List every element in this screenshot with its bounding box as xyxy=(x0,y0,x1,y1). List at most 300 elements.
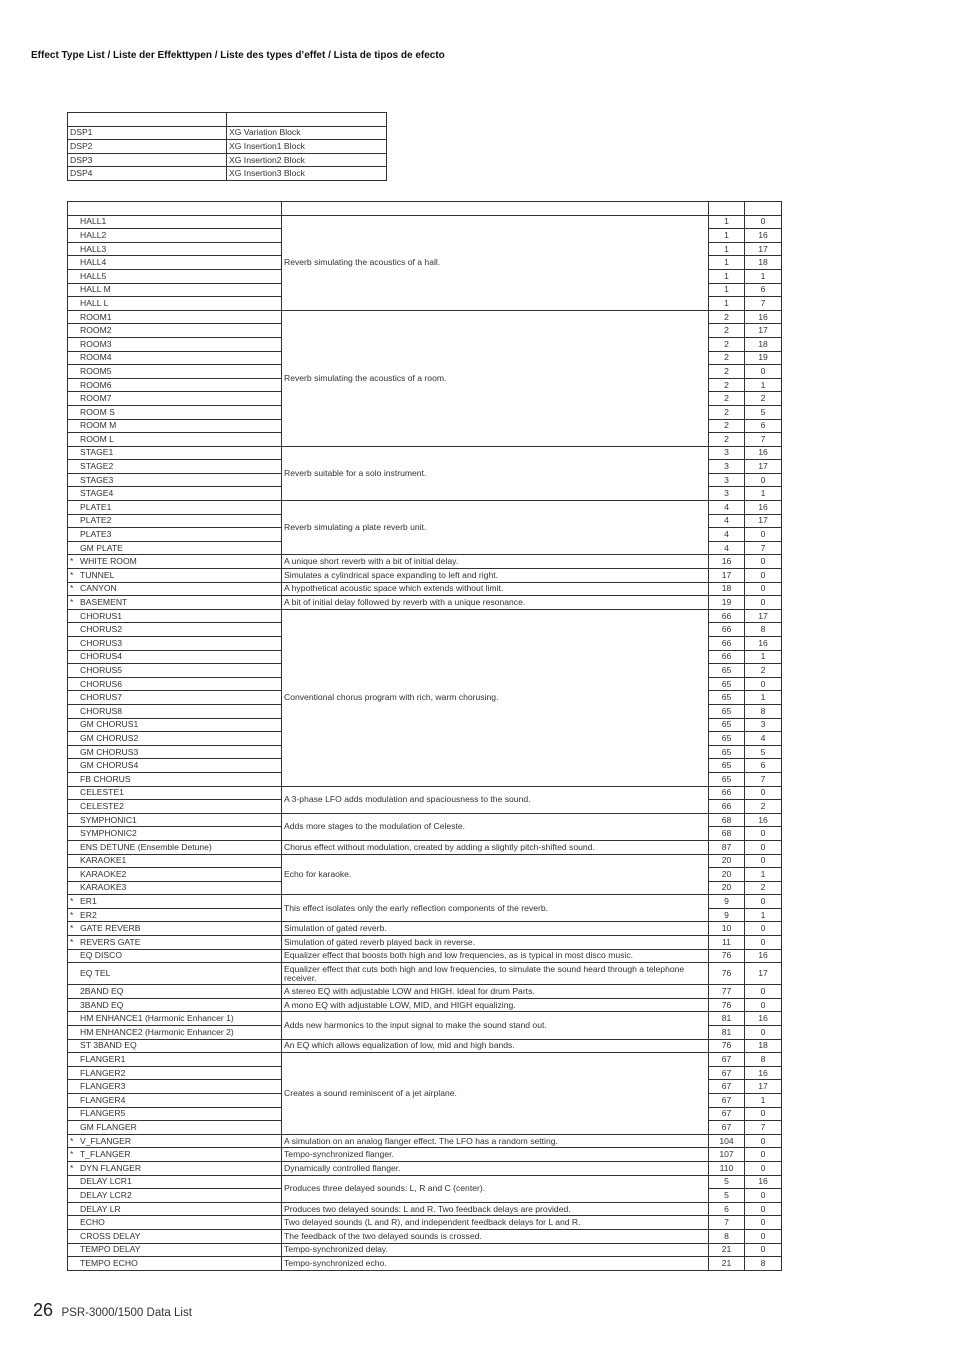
block-cell: XG Insertion3 Block xyxy=(227,167,387,181)
effect-description-cell: Reverb simulating a plate reverb unit. xyxy=(282,501,709,555)
effect-name: ROOM5 xyxy=(80,365,112,376)
effect-name: ENS DETUNE (Ensemble Detune) xyxy=(80,841,212,852)
lsb-cell: 1 xyxy=(745,1094,782,1108)
effect-description-cell: Conventional chorus program with rich, warm chorusing. xyxy=(282,609,709,786)
effect-name-cell xyxy=(68,985,282,999)
table-row xyxy=(68,596,782,610)
effect-description-cell: A simulation on an analog flanger effect. The LFO has a random setting. xyxy=(282,1134,709,1148)
lsb-cell: 8 xyxy=(745,623,782,637)
table-row xyxy=(68,949,782,963)
document-title: PSR-3000/1500 Data List xyxy=(61,1307,192,1319)
lsb-cell: 0 xyxy=(745,854,782,868)
msb-cell: 65 xyxy=(709,718,745,732)
dsp-cell: DSP1 xyxy=(68,126,227,140)
lsb-cell: 0 xyxy=(745,998,782,1012)
msb-cell: 2 xyxy=(709,405,745,419)
msb-cell: 11 xyxy=(709,936,745,950)
effect-description-cell: Produces two delayed sounds: L and R. Two feedback delays are provided. xyxy=(282,1202,709,1216)
effect-name-cell xyxy=(68,963,282,985)
lsb-cell: 1 xyxy=(745,650,782,664)
effect-name: EQ TEL xyxy=(80,968,111,979)
effect-name: HALL L xyxy=(80,297,109,308)
lsb-cell: 0 xyxy=(745,596,782,610)
effect-name: PLATE2 xyxy=(80,515,112,526)
lsb-cell: 8 xyxy=(745,704,782,718)
asterisk-mark: * xyxy=(70,556,74,567)
lsb-cell: 17 xyxy=(745,609,782,623)
effect-type-table xyxy=(67,201,782,1271)
effect-name-cell xyxy=(68,269,282,283)
table-row xyxy=(68,922,782,936)
msb-cell: 3 xyxy=(709,446,745,460)
msb-cell: 76 xyxy=(709,1039,745,1053)
table-row xyxy=(68,582,782,596)
table-row xyxy=(68,998,782,1012)
lsb-cell: 0 xyxy=(745,895,782,909)
table-row xyxy=(68,854,782,868)
effect-name: TEMPO DELAY xyxy=(80,1244,141,1255)
msb-cell: 81 xyxy=(709,1026,745,1040)
effect-name-cell xyxy=(68,895,282,909)
lsb-cell: 7 xyxy=(745,433,782,447)
table-row xyxy=(68,985,782,999)
dsp-cell: DSP2 xyxy=(68,140,227,154)
msb-cell: 2 xyxy=(709,365,745,379)
effect-name: CANYON xyxy=(80,583,117,594)
effect-name: CHORUS5 xyxy=(80,664,123,675)
msb-cell: 10 xyxy=(709,922,745,936)
effect-name-cell xyxy=(68,827,282,841)
table-row xyxy=(68,1257,782,1271)
table-row xyxy=(68,1175,782,1189)
effect-name-cell xyxy=(68,745,282,759)
effect-name: GATE REVERB xyxy=(80,923,141,934)
table-header-row xyxy=(68,113,387,127)
table-row xyxy=(68,1202,782,1216)
asterisk-mark: * xyxy=(70,583,74,594)
effect-name-cell xyxy=(68,1012,282,1026)
asterisk-mark: * xyxy=(70,936,74,947)
effect-description-cell: A bit of initial delay followed by reverb with a unique resonance. xyxy=(282,596,709,610)
dsp-cell: DSP4 xyxy=(68,167,227,181)
effect-name-cell xyxy=(68,664,282,678)
effect-name: KARAOKE3 xyxy=(80,882,127,893)
effect-name: ROOM4 xyxy=(80,352,112,363)
table-row xyxy=(68,936,782,950)
effect-name-cell xyxy=(68,908,282,922)
msb-cell: 1 xyxy=(709,269,745,283)
dsp-cell: DSP3 xyxy=(68,153,227,167)
msb-cell: 65 xyxy=(709,664,745,678)
msb-cell: 67 xyxy=(709,1053,745,1067)
effect-name: ROOM2 xyxy=(80,325,112,336)
effect-name: GM CHORUS2 xyxy=(80,732,139,743)
table-row xyxy=(68,215,782,229)
lsb-cell: 16 xyxy=(745,229,782,243)
effect-name: HM ENHANCE1 (Harmonic Enhancer 1) xyxy=(80,1013,234,1024)
effect-description-cell: Simulates a cylindrical space expanding to left and right. xyxy=(282,569,709,583)
effect-name-cell xyxy=(68,1094,282,1108)
effect-description-cell: Equalizer effect that boosts both high and low frequencies, as is typical in most disco music. xyxy=(282,949,709,963)
effect-name-cell xyxy=(68,310,282,324)
effect-name: ROOM6 xyxy=(80,379,112,390)
effect-description-cell: Two delayed sounds (L and R), and independent feedback delays for L and R. xyxy=(282,1216,709,1230)
effect-name-cell xyxy=(68,242,282,256)
effect-name-cell xyxy=(68,637,282,651)
effect-name: HALL2 xyxy=(80,229,107,240)
effect-name-cell xyxy=(68,297,282,311)
effect-name-cell xyxy=(68,215,282,229)
effect-name-cell xyxy=(68,813,282,827)
effect-name: ECHO xyxy=(80,1217,105,1228)
table-row xyxy=(68,310,782,324)
table-row xyxy=(68,813,782,827)
msb-cell: 1 xyxy=(709,256,745,270)
effect-name-cell xyxy=(68,922,282,936)
effect-description-cell: A 3-phase LFO adds modulation and spaciousness to the sound. xyxy=(282,786,709,813)
effect-name-cell xyxy=(68,378,282,392)
effect-name: SYMPHONIC2 xyxy=(80,828,137,839)
asterisk-mark: * xyxy=(70,569,74,580)
msb-cell: 21 xyxy=(709,1257,745,1271)
lsb-cell: 7 xyxy=(745,772,782,786)
effect-name: HALL1 xyxy=(80,216,107,227)
msb-cell: 2 xyxy=(709,351,745,365)
msb-cell: 20 xyxy=(709,854,745,868)
effect-name-cell xyxy=(68,528,282,542)
msb-cell: 107 xyxy=(709,1148,745,1162)
msb-cell: 65 xyxy=(709,691,745,705)
effect-description-cell: Tempo-synchronized delay. xyxy=(282,1243,709,1257)
msb-cell: 5 xyxy=(709,1175,745,1189)
effect-name-cell xyxy=(68,460,282,474)
effect-name-cell xyxy=(68,555,282,569)
lsb-cell: 7 xyxy=(745,541,782,555)
msb-cell: 65 xyxy=(709,759,745,773)
table-row xyxy=(68,895,782,909)
effect-name-cell xyxy=(68,854,282,868)
lsb-cell: 0 xyxy=(745,1161,782,1175)
table-row xyxy=(68,1161,782,1175)
lsb-cell: 7 xyxy=(745,297,782,311)
effect-name: 3BAND EQ xyxy=(80,999,124,1010)
effect-name-cell xyxy=(68,283,282,297)
effect-name: 2BAND EQ xyxy=(80,986,124,997)
effect-name-cell xyxy=(68,337,282,351)
effect-description-cell: Reverb simulating the acoustics of a room. xyxy=(282,310,709,446)
effect-name: HALL5 xyxy=(80,270,107,281)
effect-name: ROOM7 xyxy=(80,393,112,404)
effect-name: STAGE4 xyxy=(80,488,114,499)
dsp-row xyxy=(68,140,387,154)
effect-name: GM CHORUS1 xyxy=(80,719,139,730)
table-row xyxy=(68,963,782,985)
effect-name-cell xyxy=(68,650,282,664)
lsb-cell: 16 xyxy=(745,949,782,963)
lsb-cell: 1 xyxy=(745,269,782,283)
msb-cell: 2 xyxy=(709,310,745,324)
effect-name: CHORUS4 xyxy=(80,651,123,662)
msb-cell: 5 xyxy=(709,1189,745,1203)
msb-cell: 2 xyxy=(709,378,745,392)
msb-cell: 4 xyxy=(709,528,745,542)
effect-description-cell: Reverb simulating the acoustics of a hall. xyxy=(282,215,709,310)
lsb-cell: 7 xyxy=(745,1121,782,1135)
msb-cell: 67 xyxy=(709,1080,745,1094)
table-row xyxy=(68,1053,782,1067)
effect-name-cell xyxy=(68,759,282,773)
asterisk-mark: * xyxy=(70,597,74,607)
effect-name-cell xyxy=(68,868,282,882)
effect-name-cell xyxy=(68,501,282,515)
effect-name: PLATE3 xyxy=(80,529,112,540)
effect-description-cell: Tempo-synchronized echo. xyxy=(282,1257,709,1271)
msb-cell: 66 xyxy=(709,786,745,800)
lsb-cell: 18 xyxy=(745,1039,782,1053)
asterisk-mark: * xyxy=(70,909,74,920)
effect-name-cell xyxy=(68,419,282,433)
effect-description-cell: A stereo EQ with adjustable LOW and HIGH. Ideal for drum Parts. xyxy=(282,985,709,999)
msb-cell: 20 xyxy=(709,881,745,895)
lsb-cell: 0 xyxy=(745,936,782,950)
lsb-cell: 4 xyxy=(745,732,782,746)
effect-name: GM PLATE xyxy=(80,542,123,553)
effect-name: EQ DISCO xyxy=(80,950,123,961)
effect-name-cell xyxy=(68,582,282,596)
effect-name-cell xyxy=(68,229,282,243)
effect-name: ROOM3 xyxy=(80,338,112,349)
effect-name: STAGE3 xyxy=(80,474,114,485)
lsb-cell: 0 xyxy=(745,1229,782,1243)
effect-name: CHORUS3 xyxy=(80,637,123,648)
effect-name: WHITE ROOM xyxy=(80,556,137,567)
lsb-cell: 18 xyxy=(745,337,782,351)
effect-name: FLANGER4 xyxy=(80,1094,126,1105)
lsb-cell: 0 xyxy=(745,786,782,800)
lsb-cell: 0 xyxy=(745,1243,782,1257)
effect-name-cell xyxy=(68,881,282,895)
lsb-cell: 17 xyxy=(745,242,782,256)
effect-name: HALL M xyxy=(80,284,111,295)
asterisk-mark: * xyxy=(70,1162,74,1173)
lsb-cell: 17 xyxy=(745,963,782,985)
effect-description-cell: Tempo-synchronized flanger. xyxy=(282,1148,709,1162)
effect-name: ER2 xyxy=(80,909,97,920)
effect-description-cell: Produces three delayed sounds: L, R and C (center). xyxy=(282,1175,709,1202)
effect-name-cell xyxy=(68,405,282,419)
effect-name-cell xyxy=(68,786,282,800)
msb-cell: 68 xyxy=(709,827,745,841)
effect-name-cell xyxy=(68,840,282,854)
msb-cell: 66 xyxy=(709,637,745,651)
effect-name: ST 3BAND EQ xyxy=(80,1040,137,1051)
effect-name: DELAY LCR2 xyxy=(80,1189,132,1200)
lsb-cell: 0 xyxy=(745,1148,782,1162)
effect-name-cell xyxy=(68,596,282,610)
lsb-cell: 3 xyxy=(745,718,782,732)
lsb-cell: 17 xyxy=(745,324,782,338)
effect-name: FLANGER3 xyxy=(80,1081,126,1092)
effect-name-cell xyxy=(68,936,282,950)
effect-description-cell: Equalizer effect that cuts both high and low frequencies, to simulate the sound heard through a telephone receiver. xyxy=(282,963,709,985)
effect-name-cell xyxy=(68,691,282,705)
effect-name: GM CHORUS3 xyxy=(80,746,139,757)
effect-name-cell xyxy=(68,800,282,814)
asterisk-mark: * xyxy=(70,896,74,907)
effect-name: FB CHORUS xyxy=(80,773,131,784)
table-row xyxy=(68,1216,782,1230)
lsb-cell: 1 xyxy=(745,868,782,882)
lsb-cell: 18 xyxy=(745,256,782,270)
effect-name-cell xyxy=(68,718,282,732)
page-number: 26 xyxy=(33,1300,54,1320)
msb-cell: 1 xyxy=(709,283,745,297)
lsb-cell: 5 xyxy=(745,745,782,759)
effect-name-cell xyxy=(68,392,282,406)
dsp-row xyxy=(68,167,387,181)
effect-name-cell xyxy=(68,1053,282,1067)
effect-name-cell xyxy=(68,1026,282,1040)
asterisk-mark: * xyxy=(70,1149,74,1160)
lsb-cell: 8 xyxy=(745,1257,782,1271)
effect-name: FLANGER5 xyxy=(80,1108,126,1119)
lsb-cell: 0 xyxy=(745,985,782,999)
msb-cell: 87 xyxy=(709,840,745,854)
effect-name: ROOM M xyxy=(80,420,117,431)
msb-cell: 3 xyxy=(709,487,745,501)
msb-cell: 104 xyxy=(709,1134,745,1148)
msb-cell: 65 xyxy=(709,772,745,786)
effect-name-cell xyxy=(68,487,282,501)
effect-name: CHORUS7 xyxy=(80,692,123,703)
effect-name-cell xyxy=(68,1216,282,1230)
table-row xyxy=(68,446,782,460)
lsb-cell: 16 xyxy=(745,813,782,827)
effect-description-cell: A mono EQ with adjustable LOW, MID, and HIGH equalizing. xyxy=(282,998,709,1012)
effect-name: HM ENHANCE2 (Harmonic Enhancer 2) xyxy=(80,1026,234,1037)
dsp-row xyxy=(68,126,387,140)
effect-description-cell: Adds new harmonics to the input signal to make the sound stand out. xyxy=(282,1012,709,1039)
effect-name: STAGE1 xyxy=(80,447,114,458)
lsb-cell: 16 xyxy=(745,1012,782,1026)
msb-cell: 67 xyxy=(709,1066,745,1080)
msb-cell: 66 xyxy=(709,609,745,623)
effect-name-cell xyxy=(68,1039,282,1053)
msb-cell: 1 xyxy=(709,242,745,256)
lsb-cell: 17 xyxy=(745,460,782,474)
msb-cell: 76 xyxy=(709,998,745,1012)
msb-cell: 9 xyxy=(709,908,745,922)
msb-cell: 1 xyxy=(709,229,745,243)
msb-cell: 8 xyxy=(709,1229,745,1243)
lsb-cell: 16 xyxy=(745,310,782,324)
effect-name-cell xyxy=(68,1175,282,1189)
effect-name-cell xyxy=(68,365,282,379)
lsb-cell: 2 xyxy=(745,392,782,406)
effect-description-cell: Simulation of gated reverb played back in reverse. xyxy=(282,936,709,950)
effect-name-cell xyxy=(68,1066,282,1080)
effect-name-cell xyxy=(68,1107,282,1121)
effect-name-cell xyxy=(68,514,282,528)
effect-description-cell: The feedback of the two delayed sounds is crossed. xyxy=(282,1229,709,1243)
effect-name: CROSS DELAY xyxy=(80,1230,141,1241)
lsb-cell: 0 xyxy=(745,582,782,596)
effect-name-cell xyxy=(68,1080,282,1094)
lsb-cell: 6 xyxy=(745,419,782,433)
lsb-cell: 0 xyxy=(745,1216,782,1230)
msb-cell: 19 xyxy=(709,596,745,610)
table-row xyxy=(68,1243,782,1257)
msb-cell: 67 xyxy=(709,1094,745,1108)
lsb-cell: 0 xyxy=(745,1189,782,1203)
effect-name: DELAY LR xyxy=(80,1203,121,1214)
effect-name: ROOM S xyxy=(80,406,115,417)
effect-name: CHORUS1 xyxy=(80,610,123,621)
effect-name: HALL4 xyxy=(80,257,107,268)
msb-cell: 2 xyxy=(709,433,745,447)
msb-cell: 65 xyxy=(709,677,745,691)
effect-name: ROOM1 xyxy=(80,311,112,322)
lsb-cell: 0 xyxy=(745,922,782,936)
effect-description-cell: Echo for karaoke. xyxy=(282,854,709,895)
msb-cell: 67 xyxy=(709,1107,745,1121)
msb-cell: 4 xyxy=(709,501,745,515)
effect-name: FLANGER1 xyxy=(80,1054,126,1064)
lsb-cell: 0 xyxy=(745,473,782,487)
effect-name-cell xyxy=(68,324,282,338)
lsb-cell: 5 xyxy=(745,405,782,419)
table-row xyxy=(68,1134,782,1148)
lsb-cell: 1 xyxy=(745,908,782,922)
lsb-cell: 16 xyxy=(745,501,782,515)
table-row xyxy=(68,840,782,854)
page-title: Effect Type List / Liste der Effekttypen / Liste des types d’effet / Lista de tipos de efecto xyxy=(31,50,445,61)
lsb-cell: 0 xyxy=(745,365,782,379)
table-row xyxy=(68,786,782,800)
table-row xyxy=(68,501,782,515)
msb-cell: 76 xyxy=(709,949,745,963)
msb-cell: 66 xyxy=(709,650,745,664)
lsb-cell: 0 xyxy=(745,1134,782,1148)
table-row xyxy=(68,569,782,583)
effect-name-cell xyxy=(68,1134,282,1148)
effect-name: T_FLANGER xyxy=(80,1149,131,1160)
lsb-cell: 17 xyxy=(745,1080,782,1094)
table-row xyxy=(68,1012,782,1026)
dsp-row xyxy=(68,153,387,167)
msb-cell: 81 xyxy=(709,1012,745,1026)
dsp-block-table xyxy=(67,112,387,181)
effect-name-cell xyxy=(68,732,282,746)
msb-cell: 21 xyxy=(709,1243,745,1257)
effect-description-cell: This effect isolates only the early reflection components of the reverb. xyxy=(282,895,709,922)
msb-cell: 9 xyxy=(709,895,745,909)
msb-cell: 66 xyxy=(709,800,745,814)
effect-description-cell: Dynamically controlled flanger. xyxy=(282,1161,709,1175)
effect-name-cell xyxy=(68,609,282,623)
effect-name-cell xyxy=(68,677,282,691)
table-header-row xyxy=(68,202,782,216)
effect-description-cell: Adds more stages to the modulation of Celeste. xyxy=(282,813,709,840)
msb-cell: 65 xyxy=(709,732,745,746)
msb-cell: 1 xyxy=(709,297,745,311)
table-row xyxy=(68,609,782,623)
lsb-cell: 0 xyxy=(745,1202,782,1216)
msb-cell: 2 xyxy=(709,337,745,351)
lsb-cell: 0 xyxy=(745,569,782,583)
effect-name-cell xyxy=(68,1243,282,1257)
lsb-cell: 1 xyxy=(745,378,782,392)
